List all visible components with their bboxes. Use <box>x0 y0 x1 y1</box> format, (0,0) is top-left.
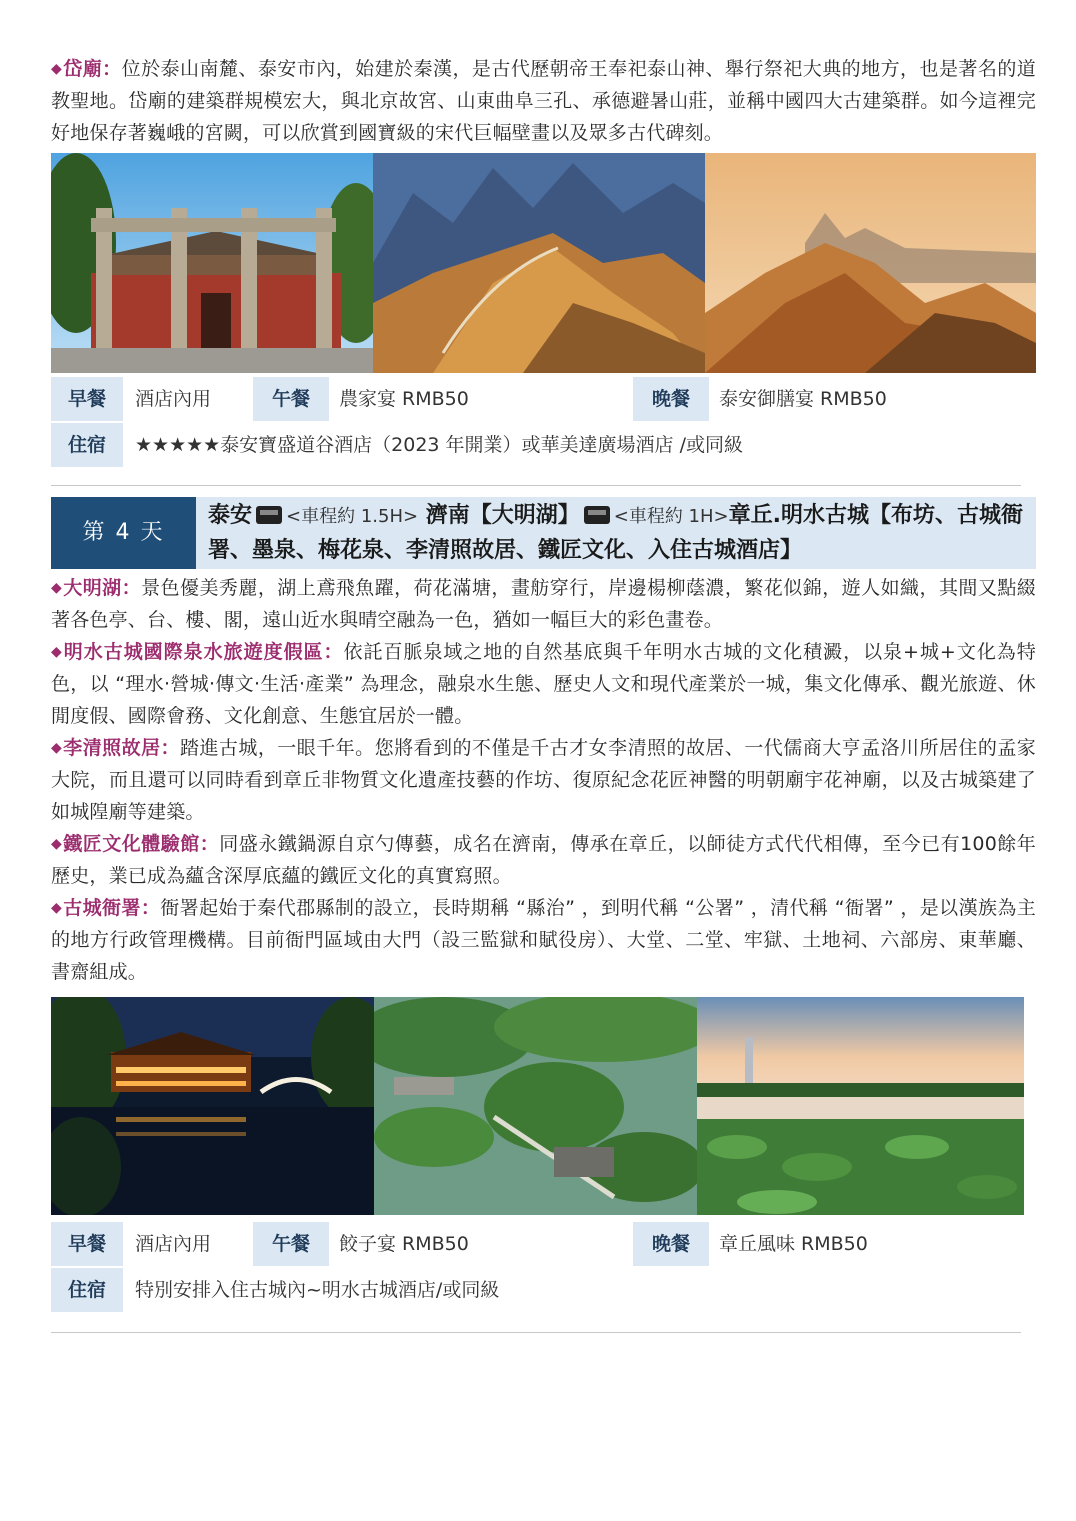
lunch-value: 餃子宴 RMB50 <box>339 1233 469 1255</box>
photo-row-jinan <box>51 997 1024 1215</box>
photo-daimiao-gate <box>51 153 373 373</box>
day4-meal-row <box>51 1222 1036 1266</box>
section-yamen <box>51 892 1036 988</box>
photo-row-taishan <box>51 153 1036 373</box>
day4-header <box>51 497 1036 569</box>
day3-meal-row <box>51 377 1036 421</box>
diamond-bullet-icon: ◆ <box>51 580 63 596</box>
diamond-bullet-icon: ◆ <box>51 740 63 756</box>
photo-taishan-sunrise <box>705 153 1036 373</box>
bus-icon <box>256 506 282 524</box>
dinner-value: 章丘風味 RMB50 <box>719 1233 868 1255</box>
day4-hotel-row <box>51 1268 1036 1312</box>
photo-taishan-ridge <box>373 153 705 373</box>
section-text: 同盛永鐵鍋源自京勺傳藝，成名在濟南，傳承在章丘，以師徒方式代代相傳，至今已有100餘年歷史，業已成為蘊含深厚底蘊的鐵匠文化的真實寫照。 <box>51 833 1036 887</box>
hotel-value: ★★★★★泰安寶盛道谷酒店（2023 年開業）或華美達廣場酒店 /或同級 <box>135 434 744 456</box>
diamond-bullet-icon: ◆ <box>51 644 63 660</box>
photo-night-pavilion <box>51 997 374 1215</box>
section-heading: 鐵匠文化體驗館： <box>63 833 220 855</box>
dinner-label: 晚餐 <box>633 1222 709 1266</box>
breakfast-label: 早餐 <box>51 1222 123 1266</box>
section-mingshui <box>51 636 1036 732</box>
lunch-label: 午餐 <box>253 377 329 421</box>
hotel-value: 特別安排入住古城內~明水古城酒店/或同級 <box>135 1279 500 1301</box>
dinner-value: 泰安御膳宴 RMB50 <box>719 388 887 410</box>
section-heading: 明水古城國際泉水旅遊度假區： <box>63 641 344 663</box>
section-text: 衙署起始于秦代郡縣制的設立，長時期稱 “縣治” ，到明代稱 “公署” ，清代稱 “衙署” ，是以漢族為主的地方行政管理機構。目前衙門區域由大門（設三監獄和賦役房）、大堂、二堂、牢獄、土地祠、六部房、東華廳、書齋組成。 <box>51 897 1037 983</box>
day4-sections <box>51 572 1036 988</box>
hotel-label: 住宿 <box>51 423 123 467</box>
lunch-value: 農家宴 RMB50 <box>339 388 469 410</box>
breakfast-value: 酒店內用 <box>135 388 212 410</box>
dinner-label: 晚餐 <box>633 377 709 421</box>
lunch-label: 午餐 <box>253 1222 329 1266</box>
diamond-bullet-icon: ◆ <box>51 61 63 77</box>
day4-badge: 第 4 天 <box>51 497 196 569</box>
section-text: 踏進古城，一眼千年。您將看到的不僅是千古才女李清照的故居、一代儒商大亨孟洛川所居住的孟家大院，而且還可以同時看到章丘非物質文化遺產技藝的作坊、復原紀念花匠神醫的明朝廟宇花神廟，以及古城築建了如城隍廟等建築。 <box>51 737 1036 823</box>
section-text: 景色優美秀麗，湖上鳶飛魚躍，荷花滿塘，畫舫穿行，岸邊楊柳蔭濃，繁花似錦，遊人如織，其間又點綴著各色亭、台、樓、閣，遠山近水與晴空融為一色，猶如一幅巨大的彩色畫卷。 <box>51 577 1036 631</box>
section-heading: 李清照故居： <box>63 737 180 759</box>
day4-seg2: 濟南【大明湖】 <box>418 503 580 528</box>
daimiao-heading: 岱廟： <box>63 58 122 80</box>
bus-icon <box>584 506 610 524</box>
day4-title <box>196 497 1036 569</box>
day4-drive2: <車程約 1H> <box>613 506 729 527</box>
diamond-bullet-icon: ◆ <box>51 836 63 852</box>
photo-lotus-lake <box>697 997 1024 1215</box>
section-heading: 古城衙署： <box>63 897 161 919</box>
section-daminghu <box>51 572 1036 636</box>
breakfast-value: 酒店內用 <box>135 1233 212 1255</box>
section-liqingzhao <box>51 732 1036 828</box>
breakfast-label: 早餐 <box>51 377 123 421</box>
hotel-label: 住宿 <box>51 1268 123 1312</box>
section-text: 依託百脈泉域之地的自然基底與千年明水古城的文化積澱，以泉+城+文化為特色，以 “理水·營城·傳文·生活·產業” 為理念，融泉水生態、歷史人文和現代產業於一城，集文化傳承、觀光旅遊、休閒度假、國際會務、文化創意、生態宜居於一體。 <box>51 641 1036 727</box>
section-blacksmith <box>51 828 1036 892</box>
diamond-bullet-icon: ◆ <box>51 900 63 916</box>
divider-day3 <box>51 485 1021 486</box>
divider-day4 <box>51 1332 1021 1333</box>
daimiao-text: 位於泰山南麓、泰安市內，始建於秦漢，是古代歷朝帝王奉祀泰山神、舉行祭祀大典的地方，也是著名的道教聖地。岱廟的建築群規模宏大，與北京故宮、山東曲阜三孔、承德避暑山莊，並稱中國四大古建築群。如今這裡完好地保存著巍峨的宮闕，可以欣賞到國寶級的宋代巨幅壁畫以及眾多古代碑刻。 <box>51 58 1037 144</box>
day4-drive1: <車程約 1.5H> <box>286 506 419 527</box>
day4-seg1: 泰安 <box>208 503 253 528</box>
photo-aerial-garden <box>374 997 697 1215</box>
section-heading: 大明湖： <box>63 577 142 599</box>
daimiao-paragraph <box>51 53 1036 149</box>
day4-seg3: 章丘.明水古城【布坊、古城衙署、墨泉、梅花泉、李清照故居、鐵匠文化、入住古城酒店】 <box>208 503 1023 563</box>
day3-hotel-row <box>51 423 1036 467</box>
